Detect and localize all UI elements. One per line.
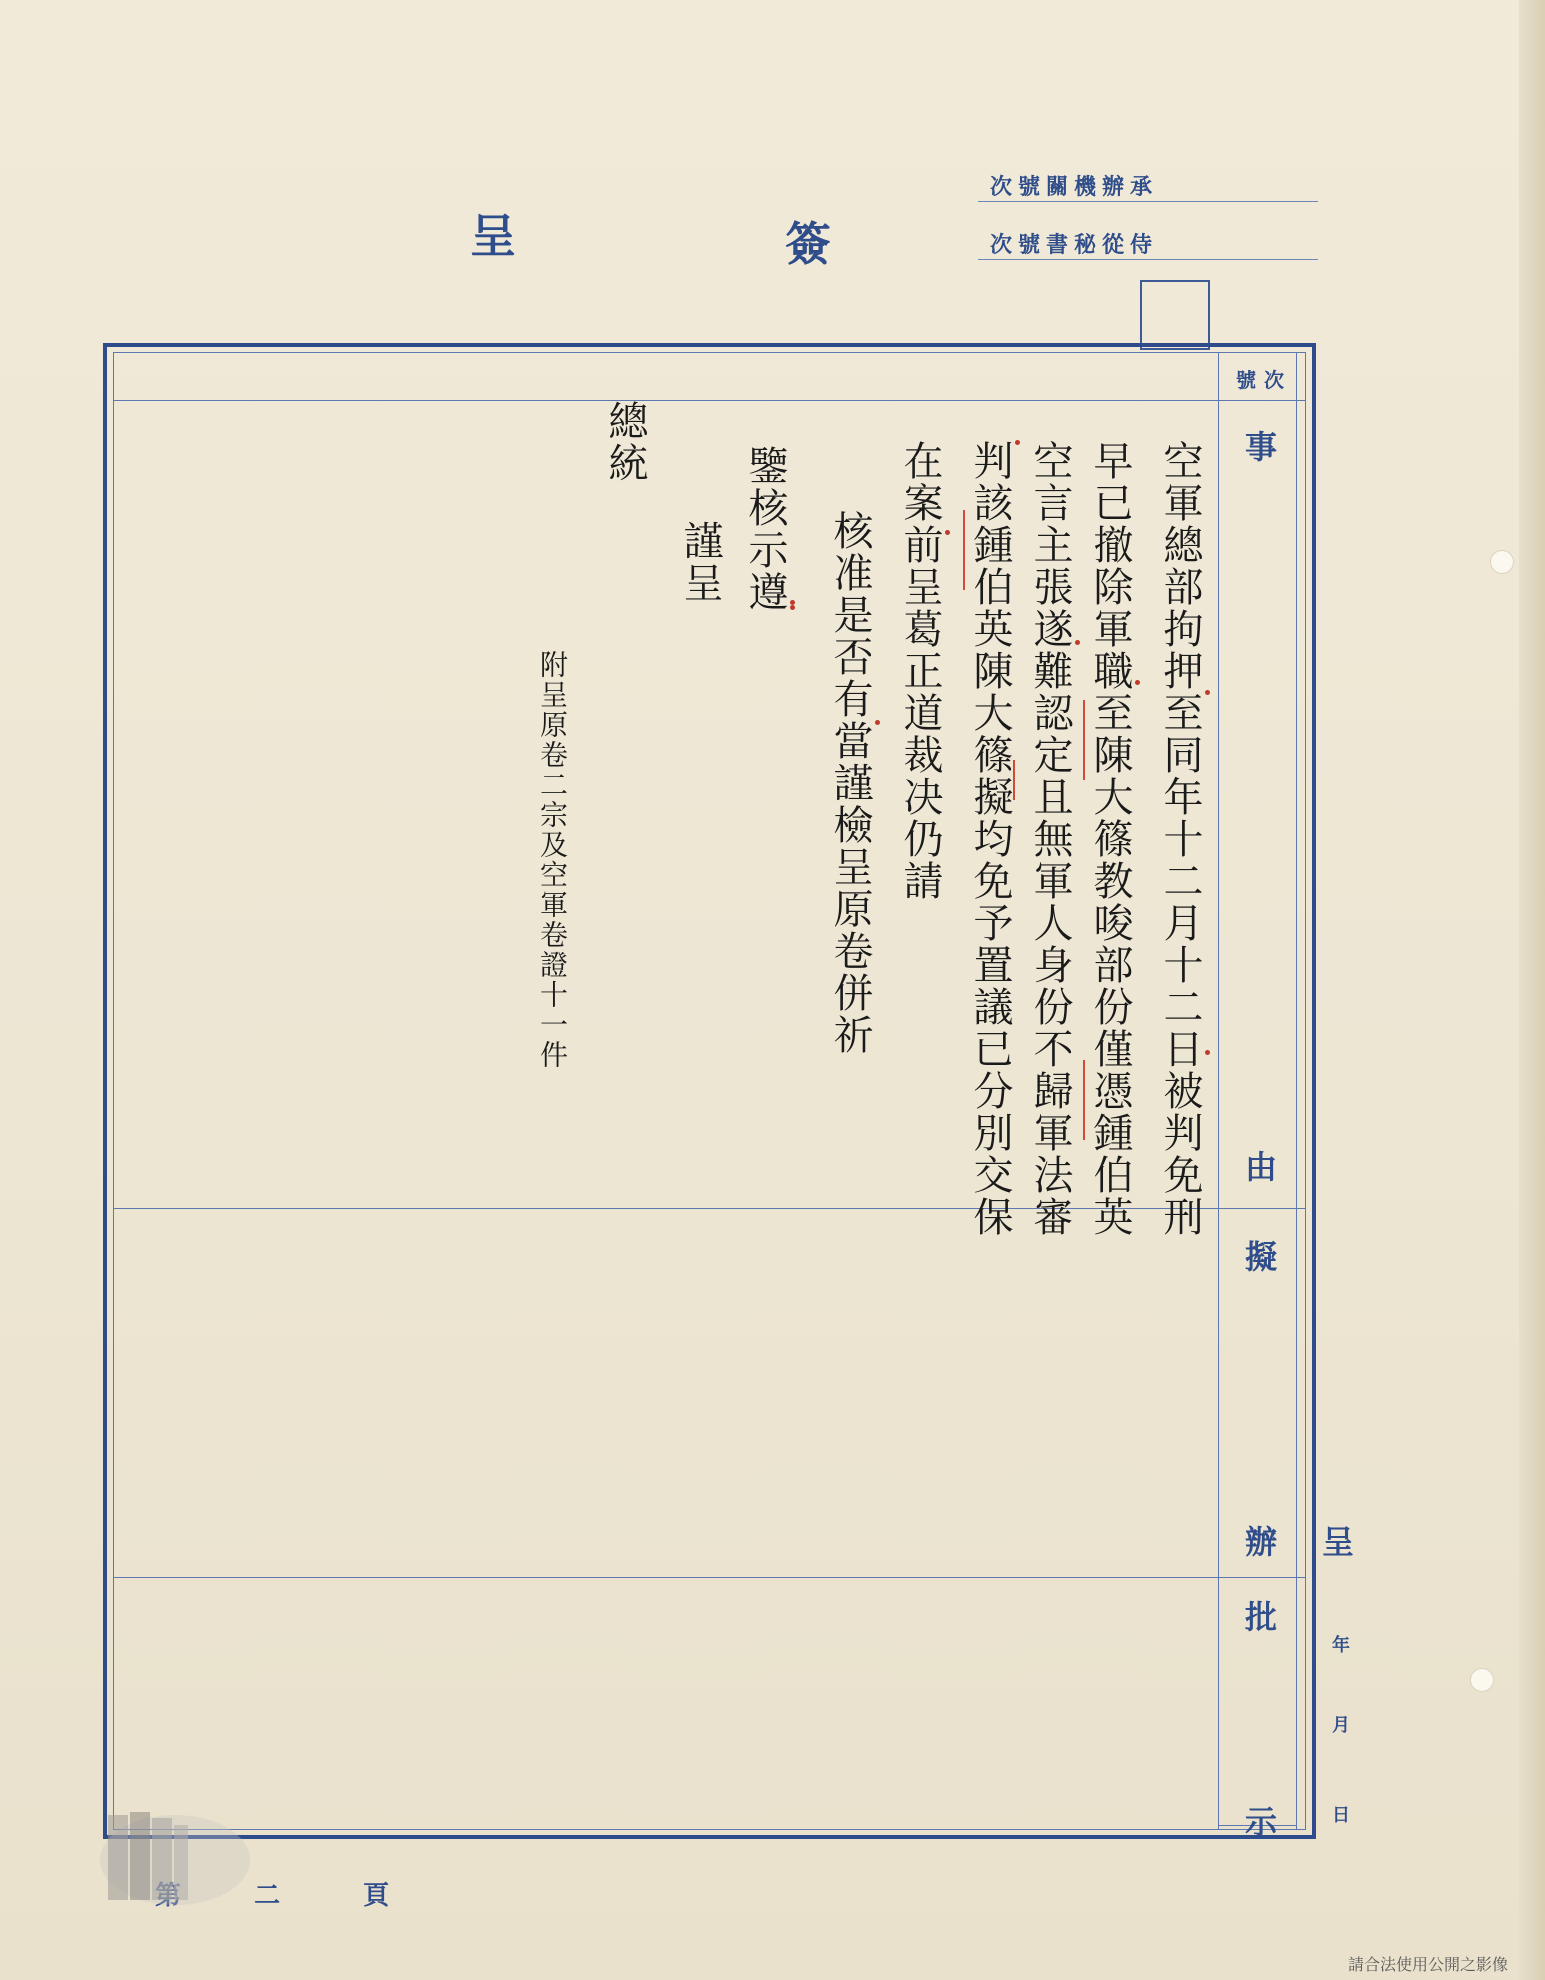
page-number-value: 二: [254, 1881, 283, 1911]
header-field-agency-number: [978, 168, 1318, 202]
proposal-section-divider: [113, 1577, 1306, 1578]
instruction-label-1: 批: [1240, 1600, 1278, 1632]
body-column-2: 早已撤除軍職至陳大篠教唆部份僅憑鍾伯英: [1087, 440, 1133, 1238]
body-column-4: 判該鍾伯英陳大篠擬均免予置議已分別交保: [967, 440, 1013, 1238]
date-day-label: 日: [1329, 1805, 1350, 1823]
paper-edge: [1519, 0, 1545, 1980]
red-annotation-line: [1083, 1060, 1085, 1140]
watermark-text: 請合法使用公開之影像: [1348, 1955, 1509, 1974]
red-annotation-line: [1083, 700, 1085, 780]
number-label: 號次: [1236, 368, 1292, 392]
page-suffix: 頁: [363, 1881, 392, 1911]
proposal-label-2: 辦: [1240, 1525, 1278, 1557]
subject-label-1: 事: [1240, 430, 1278, 462]
header-title-char-2: 簽: [785, 217, 831, 271]
body-column-1: 空軍總部拘押至同年十二月十二日被判免刑: [1157, 440, 1203, 1238]
body-column-6: 核准是否有當謹檢呈原卷併祈: [827, 510, 873, 1056]
body-column-9: 總統: [602, 400, 648, 484]
subject-label-2: 由: [1240, 1150, 1278, 1182]
instruction-label-2: 示: [1240, 1805, 1278, 1837]
number-row-divider: [113, 400, 1306, 401]
header-field-secretary-number: [978, 226, 1318, 260]
date-month-label: 月: [1329, 1715, 1350, 1733]
date-year-label: 年: [1329, 1635, 1350, 1653]
red-annotation-dot: [1135, 680, 1140, 685]
red-annotation-dot: [945, 530, 950, 535]
archive-logo: [80, 1790, 250, 1910]
label-column-divider: [1218, 352, 1219, 1830]
label-column-right-edge: [1296, 352, 1297, 1830]
red-annotation-dot: [1205, 1050, 1210, 1055]
header-field-agency-label: 次號關機辦承: [989, 174, 1158, 200]
red-annotation-line: [963, 510, 965, 590]
red-annotation-dot: [1015, 440, 1020, 445]
red-annotation-dot: [875, 720, 880, 725]
body-column-7: 鑒核示遵: [742, 445, 788, 613]
body-column-8: 謹呈: [677, 520, 723, 604]
red-annotation-dot: [790, 605, 795, 610]
body-column-3: 空言主張遂難認定且無軍人身份不歸軍法審: [1027, 440, 1073, 1238]
red-annotation-line: [1013, 760, 1015, 800]
punch-hole: [1470, 1668, 1494, 1692]
red-annotation-dot: [1205, 690, 1210, 695]
submit-label: 呈: [1317, 1525, 1355, 1557]
body-column-5: 在案前呈葛正道裁决仍請: [897, 440, 943, 902]
proposal-label-1: 擬: [1240, 1240, 1278, 1272]
attachment-note: 附呈原卷二宗及空軍卷證十一件: [536, 650, 569, 1070]
stamp-box: [1140, 280, 1210, 350]
header-title-char-1: 呈: [470, 209, 516, 263]
punch-hole: [1490, 550, 1514, 574]
red-annotation-dot: [1075, 640, 1080, 645]
header-field-secretary-label: 次號書秘從侍: [989, 232, 1158, 258]
